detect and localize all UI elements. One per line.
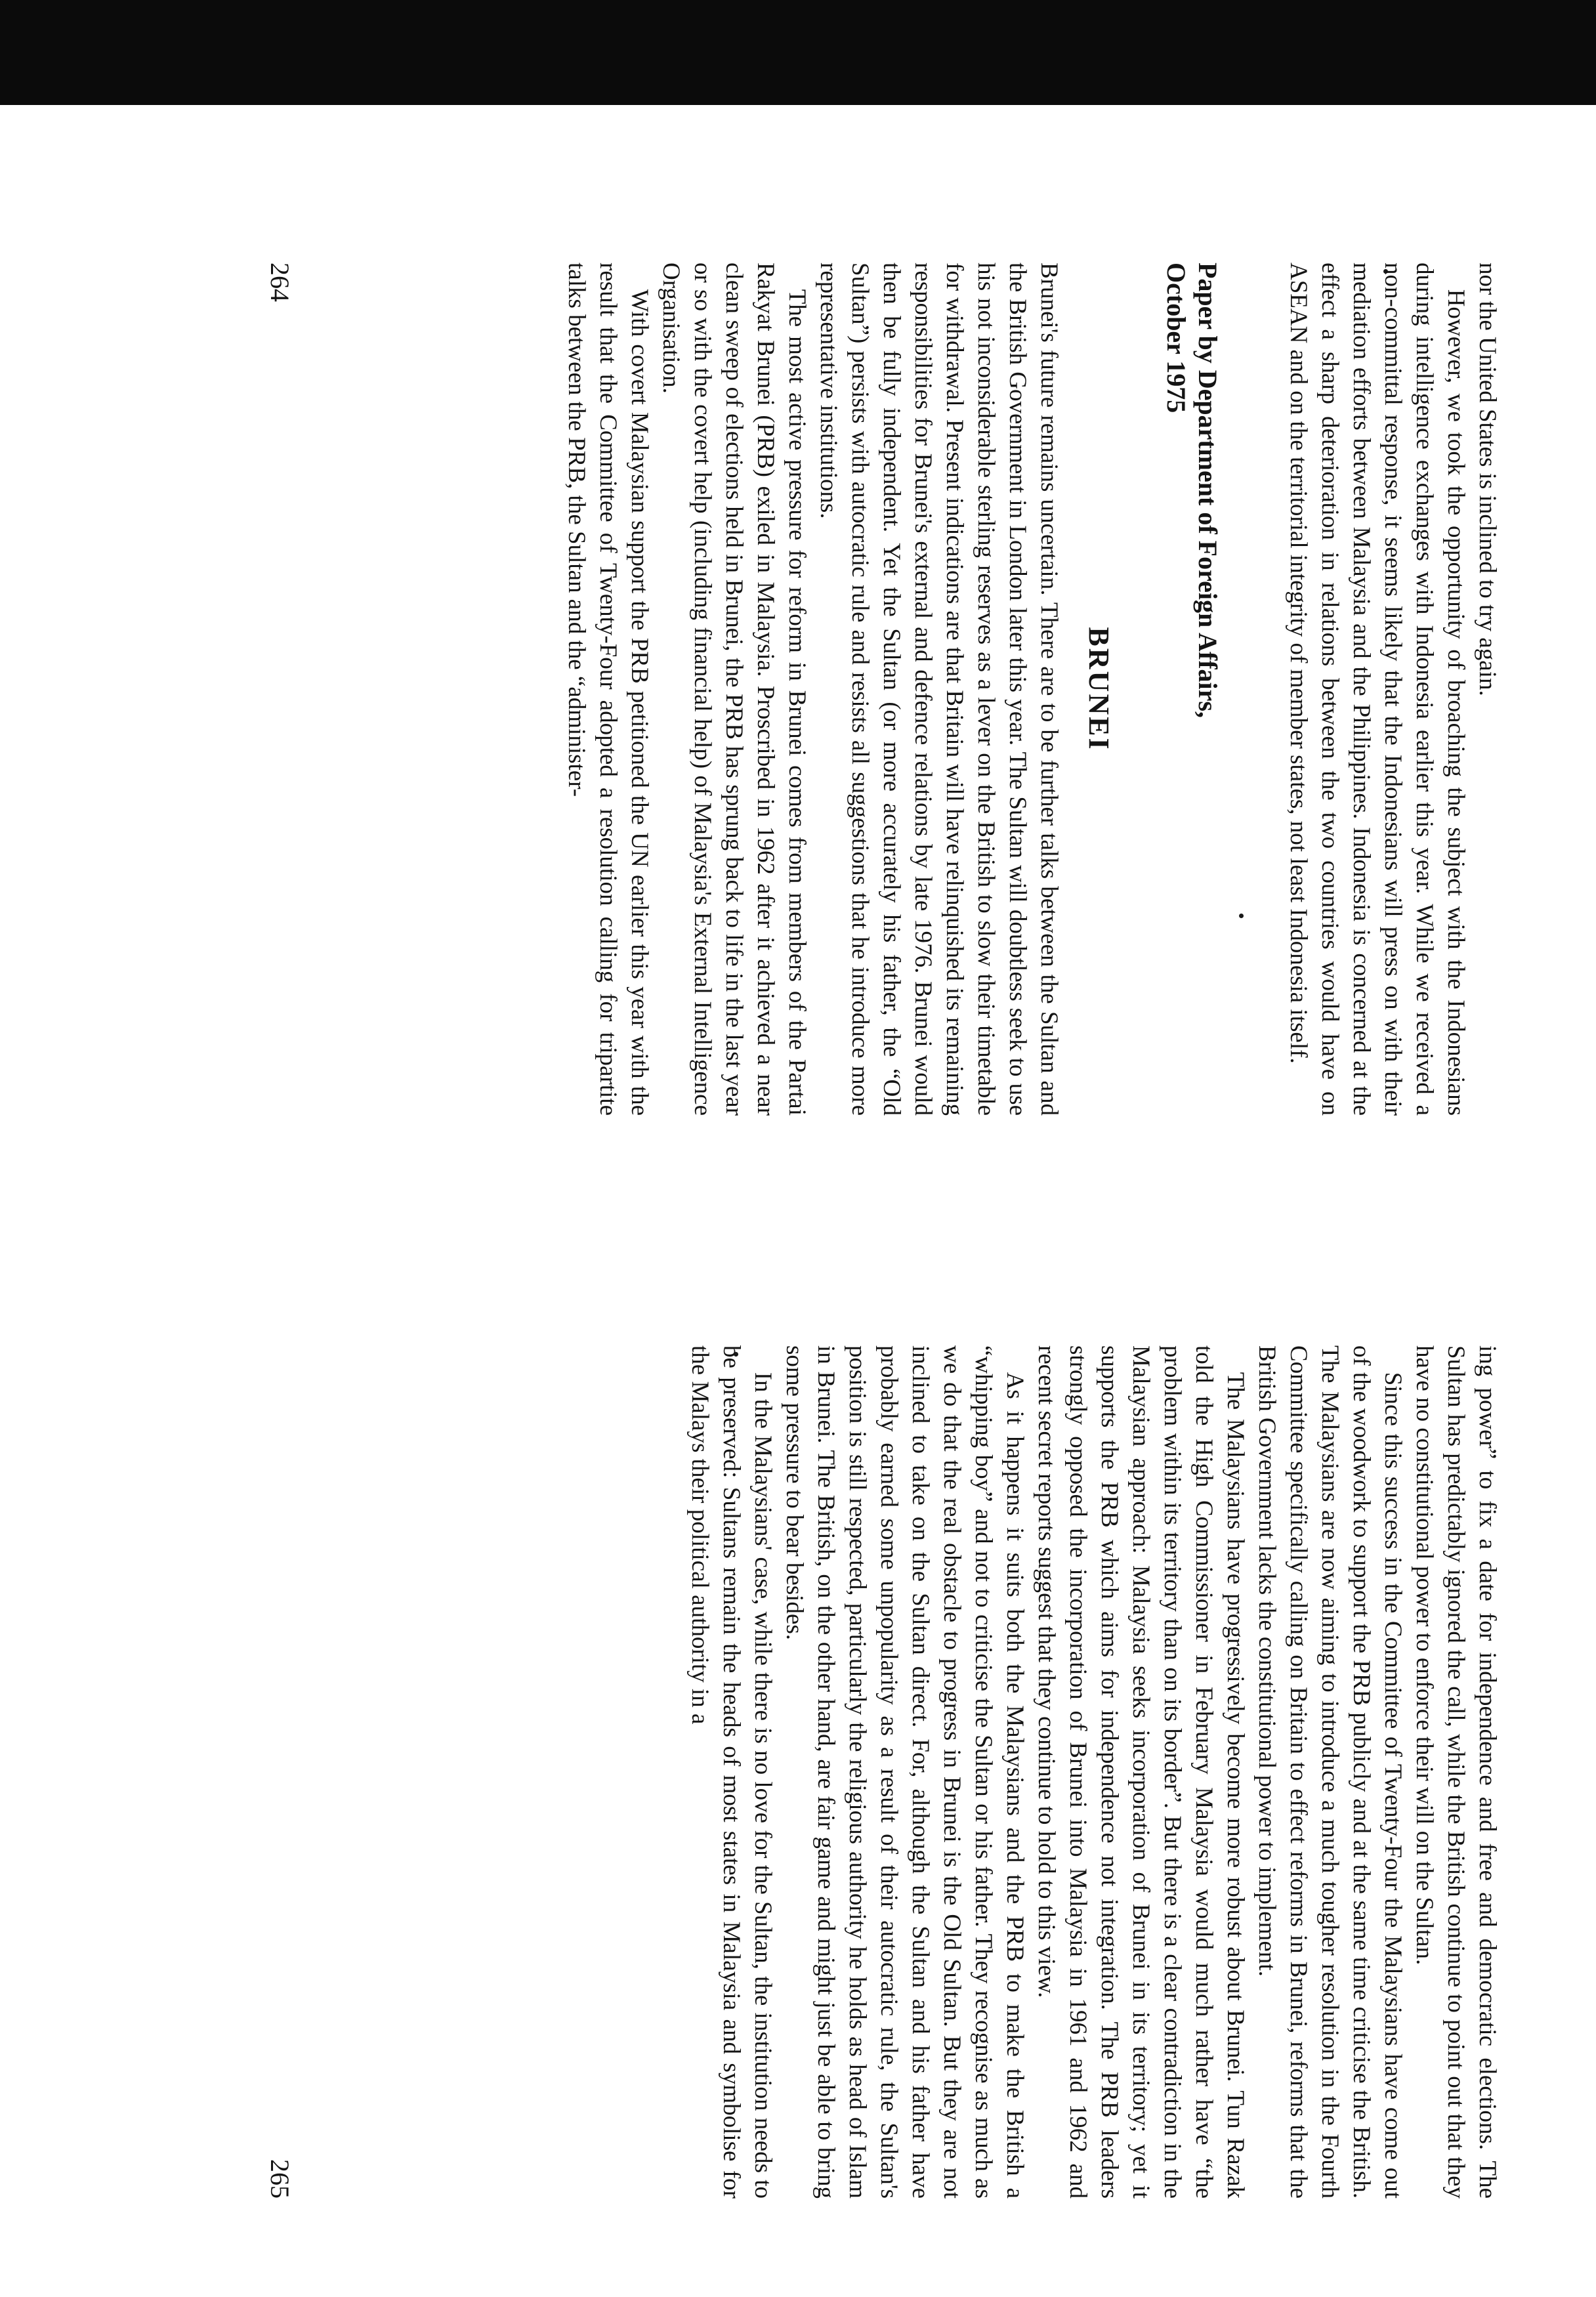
- page-left: [256, 263, 1503, 1116]
- paragraph: As it happens it suits both the Malaysians and the PRB to make the British a “whipping boy” and not to criticise the Sultan or his father. They recognise as much as we do that the real obstacle to progress in Brunei is the Old Sultan. But they are not inclined to take on the Sultan direct. For, although the Sultan and his father have probably earned some unpopularity as a result of their autocratic rule, the Sultan's position is still respected, particularly the religious authority he holds as head of Islam in Brunei. The British, on the other hand, are fair game and might just be able to bring some pressure to bear besides.: [781, 1345, 1028, 2199]
- section-heading-line: October 1975: [1162, 263, 1191, 413]
- paragraph: With covert Malaysian support the PRB petitioned the UN earlier this year with the result that the Committee of Twenty-Four adopted a resolution calling for tripartite talks between the PRB, the Sultan and the “administer-: [563, 263, 653, 1116]
- paragraph: Brunei's future remains uncertain. There are to be further talks between the Sultan and the British Government in London later this year. The Sultan will doubtless seek to use his not inconsiderable sterling reserves as a lever on the British to slow their timetable for withdrawal. Present indications are that Britain will have relinquished its remaining responsibilities for Brunei's external and defence relations by late 1976. Brunei would then be fully independent. Yet the Sultan (or more accurately his father, the “Old Sultan”) persists with autocratic rule and resists all suggestions that he introduce more representative institutions.: [815, 263, 1062, 1116]
- page-number: 264: [265, 263, 295, 302]
- page-spread: [256, 263, 1503, 2297]
- country-title: BRUNEI: [1083, 627, 1115, 751]
- paragraph: nor the United States is inclined to try again.: [1474, 263, 1501, 696]
- scan-border-band: [0, 0, 1596, 105]
- paragraph: The Malaysians have progressively become more robust about Brunei. Tun Razak told the High Commissioner in February Malaysia would much rather have “the problem within its territory than on its border”. But there is a clear contradiction in the Malaysian approach: Malaysia seeks incorporation of Brunei in its territory; yet it supports the PRB which aims for independence not integration. The PRB leaders strongly opposed the incorporation of Brunei into Malaysia in 1961 and 1962 and recent secret reports suggest that they continue to hold to this view.: [1033, 1345, 1249, 2199]
- page-right: [256, 1345, 1503, 2199]
- paragraph: However, we took the opportunity of broaching the subject with the Indonesians during intelligence exchanges with Indonesia earlier this year. While we received a non-committal response, it seems likely that the Indonesians will press on with their mediation efforts between Malaysia and the Philippines. Indonesia is concerned at the effect a sharp deterioration in relations between the two countries would have on ASEAN and on the territorial integrity of member states, not least Indonesia itself.: [1285, 263, 1469, 1116]
- section-heading: [1160, 263, 1223, 1116]
- section-heading-line: Paper by Department of Foreign Affairs,: [1193, 263, 1223, 718]
- paragraph: The most active pressure for reform in Brunei comes from members of the Partai Rakyat Brunei (PRB) exiled in Malaysia. Proscribed in 1962 after it achieved a near clean sweep of elections held in Brunei, the PRB has sprung back to life in the last year or so with the covert help (including financial help) of Malaysia's External Intelligence Organisation.: [658, 263, 810, 1116]
- paragraph: In the Malaysians' case, while there is no love for the Sultan, the institution needs to be preserved: Sultans remain the heads of most states in Malaysia and symbolise for the Malays their political authority in a: [686, 1345, 776, 2199]
- paragraph: Since this success in the Committee of Twenty-Four the Malaysians have come out of the woodwork to support the PRB publicly and at the same time criticise the British. The Malaysians are now aiming to introduce a much tougher resolution in the Fourth Committee specifically calling on Britain to effect reforms in Brunei, reforms that the British Government lacks the constitutional power to implement.: [1253, 1345, 1406, 2199]
- page-number: 265: [265, 2159, 295, 2199]
- paragraph: ing power” to fix a date for independence and free and democratic elections. The Sultan has predictably ignored the call, while the British continue to point out that they have no constitutional power to enforce their will on the Sultan.: [1411, 1345, 1501, 2199]
